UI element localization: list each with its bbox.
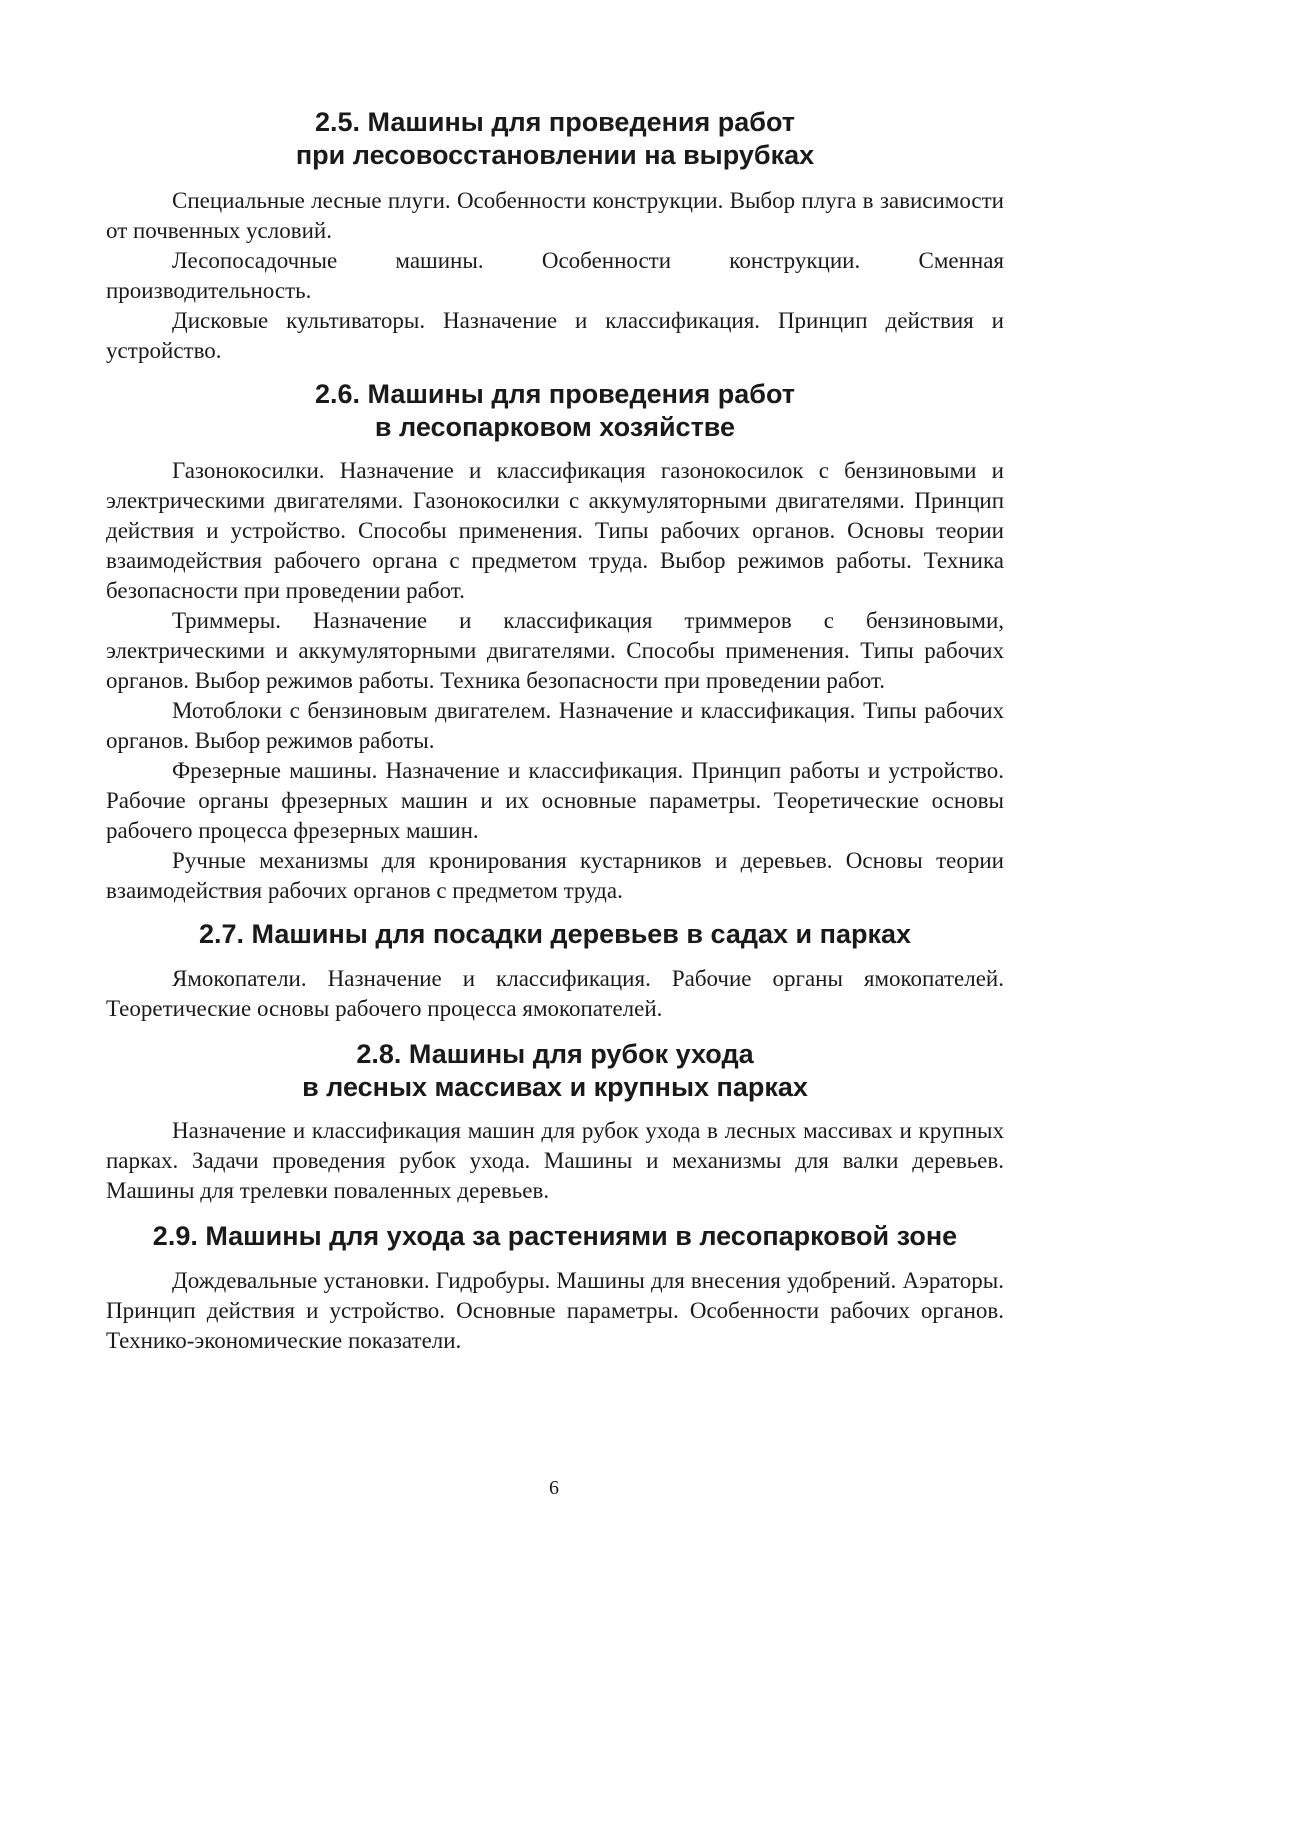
section-title-line: в лесопарковом хозяйстве: [374, 412, 736, 442]
section-title-line: 2.5. Машины для проведения работ: [315, 107, 795, 137]
section-title: [106, 1220, 1004, 1253]
section-2-9: [106, 1220, 1004, 1356]
section-title-line: 2.8. Машины для рубок ухода: [356, 1039, 754, 1069]
section-title-line: в лесных массивах и крупных парках: [302, 1072, 808, 1102]
section-2-7: [106, 918, 1004, 1024]
page-number: 6: [549, 1477, 559, 1499]
section-2-6: [106, 378, 1004, 906]
paragraph: Мотоблоки с бензиновым двигателем. Назначение и классификация. Типы рабочих органов. Выбор режимов работы.: [106, 698, 1004, 753]
section-title-line: 2.9. Машины для ухода за растениями в лесопарковой зоне: [152, 1221, 958, 1251]
section-title: [106, 378, 1004, 444]
section-title: [106, 918, 1004, 951]
paragraph: Дождевальные установки. Гидробуры. Машины для внесения удобрений. Аэраторы. Принцип действия и устройство. Основные параметры. Особенности рабочих органов. Технико-экономические показатели.: [106, 1268, 1004, 1353]
section-title-line: при лесовосстановлении на вырубках: [295, 140, 815, 170]
paragraph: Дисковые культиваторы. Назначение и классификация. Принцип действия и устройство.: [106, 308, 1004, 363]
paragraph: Лесопосадочные машины. Особенности конструкции. Сменная производительность.: [106, 248, 1004, 303]
section-title: [106, 1038, 1004, 1104]
section-title: [106, 106, 1004, 172]
paragraph: Ручные механизмы для кронирования кустарников и деревьев. Основы теории взаимодействия рабочих органов с предметом труда.: [106, 848, 1004, 903]
paragraph: Ямокопатели. Назначение и классификация. Рабочие органы ямокопателей. Теоретические основы рабочего процесса ямокопателей.: [106, 966, 1004, 1021]
section-2-5: [106, 106, 1004, 366]
paragraph: Газонокосилки. Назначение и классификация газонокосилок с бензиновыми и электрическими двигателями. Газонокосилки с аккумуляторными двигателями. Принцип действия и устройство. Способы применения. Типы рабочих органов. Основы теории взаимодействия рабочего органа с предметом труда. Выбор режимов работы. Техника безопасности при проведении работ.: [106, 458, 1004, 603]
section-2-8: [106, 1038, 1004, 1206]
paragraph: Фрезерные машины. Назначение и классификация. Принцип работы и устройство. Рабочие органы фрезерных машин и их основные параметры. Теоретические основы рабочего процесса фрезерных машин.: [106, 758, 1004, 843]
paragraph: Специальные лесные плуги. Особенности конструкции. Выбор плуга в зависимости от почвенных условий.: [106, 188, 1004, 243]
section-title-line: 2.7. Машины для посадки деревьев в садах и парках: [198, 919, 912, 949]
section-title-line: 2.6. Машины для проведения работ: [315, 379, 795, 409]
paragraph: Триммеры. Назначение и классификация триммеров с бензиновыми, электрическими и аккумуляторными двигателями. Способы применения. Типы рабочих органов. Выбор режимов работы. Техника безопасности при проведении работ.: [106, 608, 1004, 693]
paragraph: Назначение и классификация машин для рубок ухода в лесных массивах и крупных парках. Задачи проведения рубок ухода. Машины и механизмы для валки деревьев. Машины для трелевки поваленных деревьев.: [106, 1118, 1004, 1203]
page-content: [106, 106, 1004, 1356]
